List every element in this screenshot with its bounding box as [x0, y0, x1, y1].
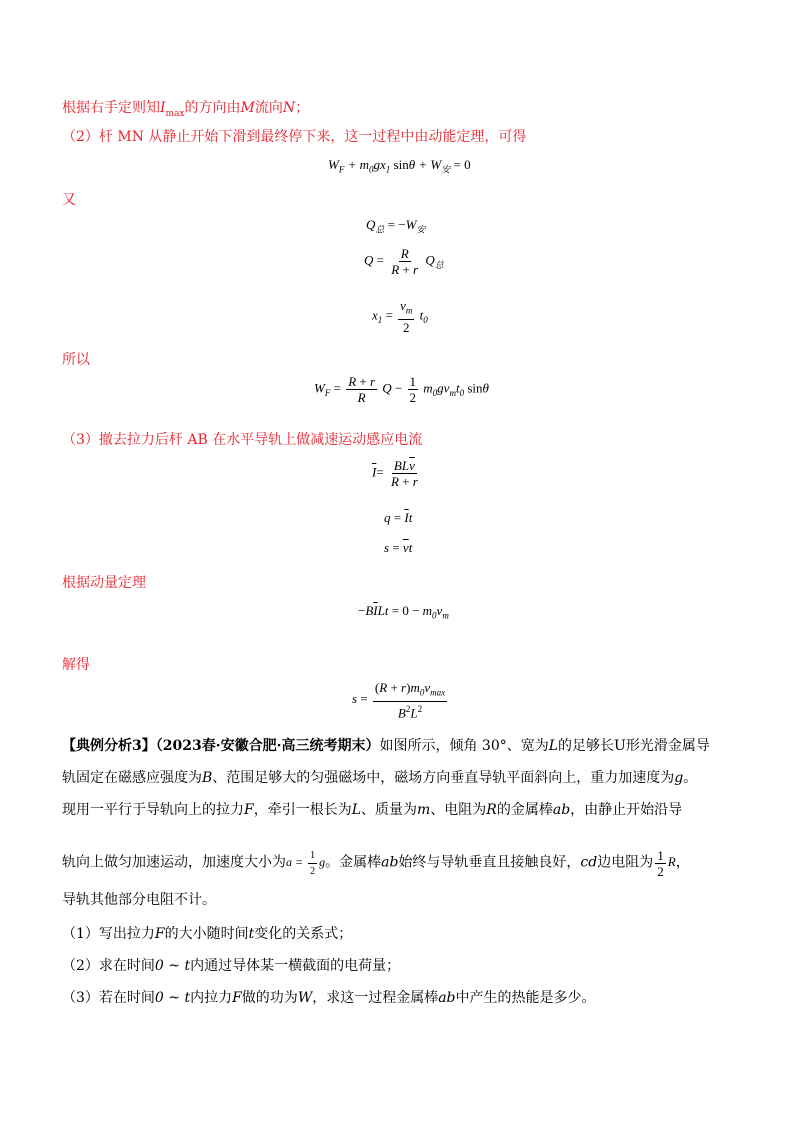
text: 如图所示，倾角 30°、宽为: [379, 738, 549, 754]
text: 现用一平行于导轨向上的拉力: [62, 802, 244, 818]
text: ，求这一过程金属棒: [312, 990, 439, 1006]
text: ，由静止开始沿导: [570, 802, 683, 818]
frac-den: 2: [310, 866, 316, 878]
text: （1）写出拉力: [62, 926, 155, 942]
frac-den: 2: [657, 864, 664, 879]
text: ；: [295, 100, 310, 116]
equation-distance: $s = \overline{v}t$: [384, 540, 413, 555]
var-F: F: [232, 990, 242, 1006]
equation-q-total: $Q_总 = -W_安$: [366, 217, 426, 235]
jiede-label: 解得: [62, 657, 90, 673]
example-line-5: 导轨其他部分电阻不计。: [62, 892, 216, 908]
var-F: F: [154, 926, 165, 942]
text: ，牵引一根长为: [253, 802, 352, 818]
frac-num: 1: [657, 848, 664, 863]
var-R: R: [667, 854, 676, 870]
text: 边电阻为: [597, 854, 654, 871]
var-L: L: [548, 738, 559, 754]
var-B: B: [202, 770, 213, 786]
example-label: 【典例分析3】: [62, 738, 156, 754]
example-line-1: [62, 736, 710, 756]
equation-x1: $x_1$ = $\frac{v_m}{2}$ $t_0$: [372, 298, 428, 335]
equation-Q: Q = $\frac{R}{R + r}$ $Q_总$: [364, 246, 444, 277]
equation-final: s = $\frac{(R + r)m_0v_{max}}{B^2L^2}$: [352, 680, 446, 720]
equation-energy: $W_F + m_0gx_1$ $\sin\theta + W_安 = 0$: [328, 157, 471, 175]
text: ，: [675, 854, 690, 871]
suoyi-label: 所以: [62, 352, 90, 368]
text: 轨向上做匀加速运动，加速度大小为: [62, 854, 286, 871]
equation-wf: $W_F$ = $\frac{R + r}{R}$ Q − $\frac{1}{2}$ $m_0gv_mt_0$ sinθ: [314, 374, 489, 405]
time-range: 0 ~ t: [154, 958, 191, 974]
solution-line-1: [62, 98, 309, 124]
subscript: max: [165, 108, 185, 119]
var-W: W: [297, 990, 313, 1006]
text: 中产生的热能是多少。: [455, 990, 596, 1006]
var-R: R: [486, 802, 497, 818]
text: 。: [683, 770, 698, 786]
text: 变化的关系式；: [254, 926, 353, 942]
question-3: [62, 988, 596, 1008]
text: （2）求在时间: [62, 958, 155, 974]
you-label: 又: [62, 192, 76, 208]
text: 。金属棒: [325, 854, 382, 871]
var-F: F: [244, 802, 254, 818]
var-t: t: [248, 926, 255, 942]
point-m: M: [240, 100, 255, 116]
text: 根据右手定则知: [62, 100, 160, 116]
text: 的金属棒: [496, 802, 553, 818]
text: 内通过导体某一横截面的电荷量；: [190, 958, 401, 974]
text: 流向: [254, 100, 283, 116]
text: 轨固定在磁感应强度为: [62, 770, 202, 786]
var-L: L: [351, 802, 362, 818]
text: 、电阻为: [430, 802, 487, 818]
time-range: 0 ~ t: [154, 990, 191, 1006]
part-3-heading: （3）撤去拉力后杆 AB 在水平导轨上做减速运动感应电流: [62, 432, 423, 448]
text: （3）若在时间: [62, 990, 155, 1006]
text: 、质量为: [361, 802, 418, 818]
text: 、范围足够大的匀强磁场中，磁场方向垂直导轨平面斜向上，重力加速度为: [212, 770, 675, 786]
equation-momentum: $-B\overline{I}Lt = 0 - m_0v_m$: [358, 603, 449, 621]
var-g: g: [674, 770, 684, 786]
momentum-label: 根据动量定理: [62, 575, 146, 591]
equation-charge: $q = \overline{I}t$: [384, 510, 413, 525]
frac-num: 1: [308, 848, 317, 864]
text: 的大小随时间: [164, 926, 249, 942]
var-ab: ab: [552, 802, 571, 818]
text: 的足够长U形光滑金属导: [558, 738, 710, 754]
equation-avg-current: $\overline{I}=$ $\frac{BL\overline{v}}{R + r}$: [372, 458, 418, 489]
question-1: [62, 924, 352, 944]
question-2: [62, 956, 400, 976]
example-source: （2023春·安徽合肥·高三统考期末）: [155, 738, 380, 754]
var-m: m: [417, 802, 431, 818]
current-symbol: I: [160, 100, 166, 116]
example-line-2: [62, 768, 697, 788]
var-ab: ab: [381, 854, 399, 871]
text: 的方向由: [184, 100, 241, 116]
text: 内拉力: [190, 990, 233, 1006]
example-line-4: [62, 848, 690, 879]
var-cd: cd: [580, 854, 598, 871]
var-ab: ab: [438, 990, 456, 1006]
part-2-heading: （2）杆 MN 从静止开始下滑到最终停下来，这一过程中由动能定理，可得: [62, 129, 527, 145]
acc-eq: a =: [286, 855, 307, 870]
example-line-3: [62, 800, 682, 820]
text: 做的功为: [241, 990, 298, 1006]
point-n: N: [282, 100, 296, 116]
var-g: g: [319, 855, 326, 870]
text: 始终与导轨垂直且接触良好，: [398, 854, 581, 871]
